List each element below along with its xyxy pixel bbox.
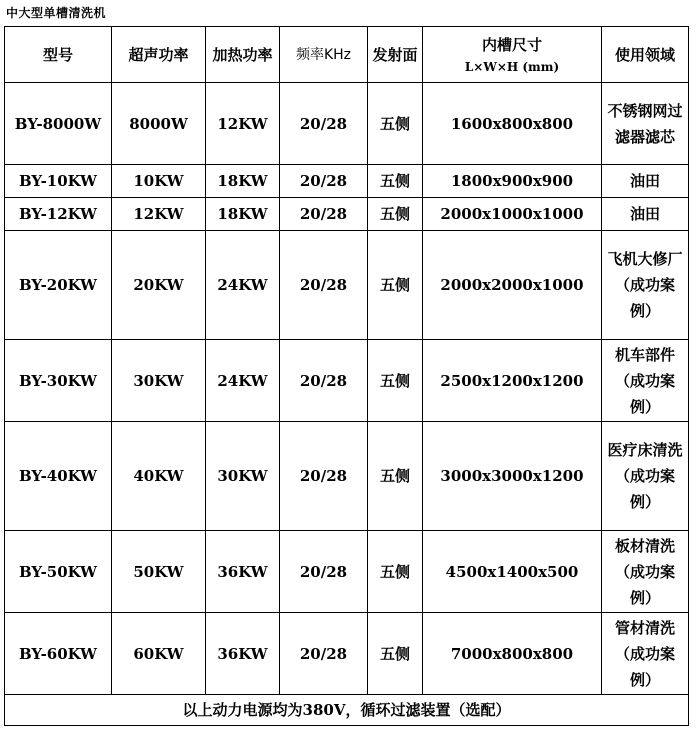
- cell-model: BY-12KW: [5, 198, 112, 231]
- cell-ultrasonic-power: 12KW: [112, 198, 206, 231]
- header-application: 使用领域: [602, 27, 689, 83]
- cell-emission-side: 五侧: [368, 83, 423, 165]
- header-tank-size-units: L×W×H (mm): [464, 59, 560, 74]
- cell-heating-power: 30KW: [206, 422, 280, 531]
- cell-ultrasonic-power: 10KW: [112, 165, 206, 198]
- cell-ultrasonic-power: 60KW: [112, 613, 206, 695]
- cell-tank-size: 1600x800x800: [423, 83, 602, 165]
- header-model: 型号: [5, 27, 112, 83]
- cell-ultrasonic-power: 8000W: [112, 83, 206, 165]
- cell-emission-side: 五侧: [368, 340, 423, 422]
- cell-frequency: 20/28: [280, 165, 368, 198]
- cell-heating-power: 18KW: [206, 165, 280, 198]
- cell-tank-size: 2000x1000x1000: [423, 198, 602, 231]
- cell-model: BY-30KW: [5, 340, 112, 422]
- cell-frequency: 20/28: [280, 198, 368, 231]
- cell-application: 飞机大修厂（成功案例）: [602, 231, 689, 340]
- cell-tank-size: 2000x2000x1000: [423, 231, 602, 340]
- cell-tank-size: 3000x3000x1200: [423, 422, 602, 531]
- header-tank-size-label: 内槽尺寸: [481, 35, 542, 54]
- footer-note: 以上动力电源均为380V，循环过滤装置（选配）: [5, 695, 689, 726]
- cell-tank-size: 2500x1200x1200: [423, 340, 602, 422]
- cell-ultrasonic-power: 20KW: [112, 231, 206, 340]
- cell-application: 油田: [602, 198, 689, 231]
- cell-emission-side: 五侧: [368, 613, 423, 695]
- table-row: [5, 340, 689, 422]
- table-row: [5, 613, 689, 695]
- cell-ultrasonic-power: 40KW: [112, 422, 206, 531]
- cell-heating-power: 12KW: [206, 83, 280, 165]
- cell-application: 机车部件（成功案例）: [602, 340, 689, 422]
- cell-application: 医疗床清洗（成功案例）: [602, 422, 689, 531]
- cell-emission-side: 五侧: [368, 231, 423, 340]
- cell-frequency: 20/28: [280, 340, 368, 422]
- cell-model: BY-8000W: [5, 83, 112, 165]
- cell-model: BY-10KW: [5, 165, 112, 198]
- cell-heating-power: 24KW: [206, 231, 280, 340]
- cell-application: 板材清洗（成功案例）: [602, 531, 689, 613]
- cell-heating-power: 18KW: [206, 198, 280, 231]
- header-tank-size: [423, 27, 602, 83]
- cell-model: BY-50KW: [5, 531, 112, 613]
- header-emission-side: 发射面: [368, 27, 423, 83]
- cell-ultrasonic-power: 30KW: [112, 340, 206, 422]
- cell-ultrasonic-power: 50KW: [112, 531, 206, 613]
- header-row: [5, 27, 689, 83]
- table-row: [5, 531, 689, 613]
- table-row: [5, 198, 689, 231]
- table-caption: 中大型单槽清洗机: [6, 6, 107, 20]
- cell-emission-side: 五侧: [368, 165, 423, 198]
- cell-frequency: 20/28: [280, 83, 368, 165]
- table-row: [5, 83, 689, 165]
- cell-heating-power: 36KW: [206, 613, 280, 695]
- cell-tank-size: 1800x900x900: [423, 165, 602, 198]
- header-heating-power: 加热功率: [206, 27, 280, 83]
- cell-model: BY-40KW: [5, 422, 112, 531]
- header-frequency: 频率KHz: [280, 27, 368, 83]
- cell-application: 不锈钢网过滤器滤芯: [602, 83, 689, 165]
- cell-tank-size: 4500x1400x500: [423, 531, 602, 613]
- cell-tank-size: 7000x800x800: [423, 613, 602, 695]
- table-row: [5, 422, 689, 531]
- cell-frequency: 20/28: [280, 422, 368, 531]
- spec-table: [4, 26, 689, 726]
- cell-application: 管材清洗（成功案例）: [602, 613, 689, 695]
- cell-application: 油田: [602, 165, 689, 198]
- header-ultrasonic-power: 超声功率: [112, 27, 206, 83]
- cell-heating-power: 24KW: [206, 340, 280, 422]
- table-row: [5, 165, 689, 198]
- cell-frequency: 20/28: [280, 231, 368, 340]
- cell-model: BY-20KW: [5, 231, 112, 340]
- footer-row: [5, 695, 689, 726]
- cell-frequency: 20/28: [280, 613, 368, 695]
- cell-emission-side: 五侧: [368, 422, 423, 531]
- cell-model: BY-60KW: [5, 613, 112, 695]
- table-row: [5, 231, 689, 340]
- cell-emission-side: 五侧: [368, 531, 423, 613]
- cell-emission-side: 五侧: [368, 198, 423, 231]
- cell-frequency: 20/28: [280, 531, 368, 613]
- cell-heating-power: 36KW: [206, 531, 280, 613]
